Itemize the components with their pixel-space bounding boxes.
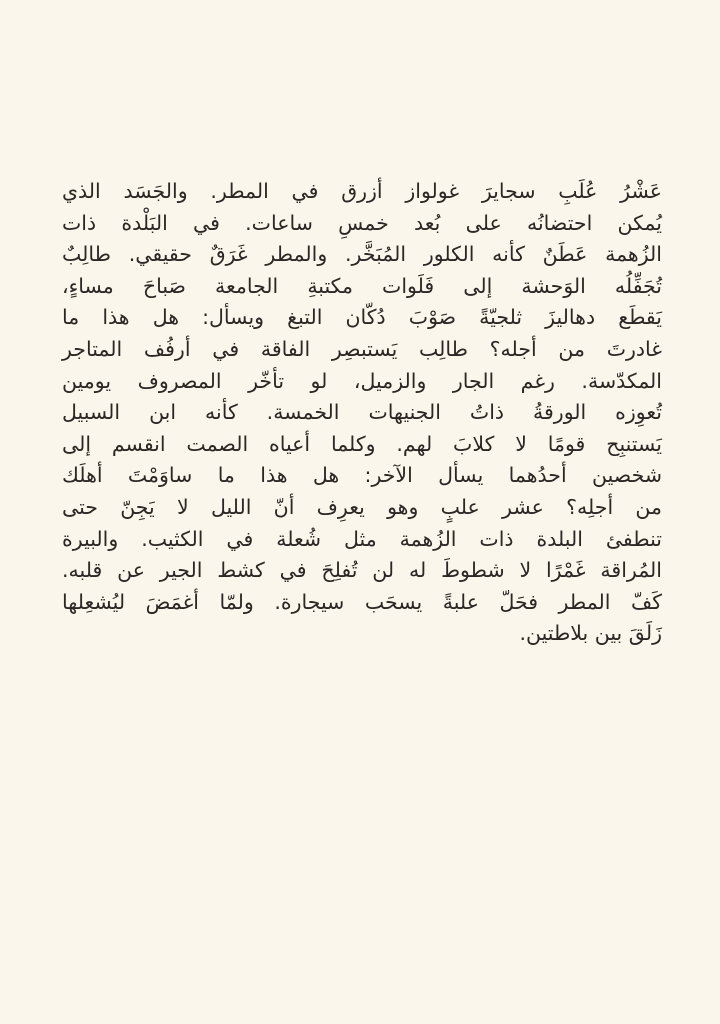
paragraph bbox=[62, 176, 662, 650]
text-line: تُعوِزه الورقةُ ذاتُ الجنيهات الخمسة. كأنه ابن السبيل bbox=[62, 400, 662, 425]
text-line: يَقطَع دهاليزَ ثلجيّةً صَوْبَ دُكّان التبغ ويسأل: هل هذا ما bbox=[62, 305, 662, 330]
text-line: عَشْرُ عُلَبِ سجايرَ غولواز أزرق في المطر. والجَسَد الذي bbox=[62, 179, 662, 203]
text-line: الزُهمة عَطَنٌ كأنه الكلور المُبَخَّر. والمطر غَرَقٌ حقيقي. طالِبٌ bbox=[62, 242, 662, 267]
text-line: المُراقة غَمْرًا لا شطوطَ له لن تُفلِحَ في كشط الجير عن قلبه. bbox=[62, 558, 662, 583]
text-line: يُمكن احتضانُه على بُعد خمسِ ساعات. في البَلْدة ذات bbox=[62, 210, 662, 235]
text-line: من أجلِه؟ عشر علبٍ وهو يعرِف أنّ الليل لا يَجِنّ حتى bbox=[62, 494, 662, 519]
text-line: شخصين أحدُهما يسأل الآخر: هل هذا ما ساوَمْتَ أهلَك bbox=[62, 463, 662, 488]
text-line: تُجَفِّلُه الوَحشة إلى فَلَوات مكتبةِ الجامعة صَباحَ مساءٍ، bbox=[62, 273, 662, 298]
text-line: يَستنبِح قومًا لا كلابَ لهم. وكلما أعياه الصمت انقسم إلى bbox=[62, 431, 662, 456]
text-line: كَفّ المطر فحَلّ علبةً يسحَب سيجارة. ولمّا أغمَضَ ليُشعِلها bbox=[62, 589, 662, 614]
text-line: زَلَقَ بين بلاطتين. bbox=[519, 621, 662, 646]
text-line: غادرتَ من أجله؟ طالِب يَستبصِر الفاقة في أرفُف المتاجر bbox=[62, 336, 662, 361]
text-line: المكدّسة. رغم الجار والزميل، لو تأخّر المصروف يومين bbox=[62, 368, 662, 393]
text-line: تنطفئ البلدة ذات الزُهمة مثل شُعلة في الكثيب. والبيرة bbox=[62, 526, 662, 551]
